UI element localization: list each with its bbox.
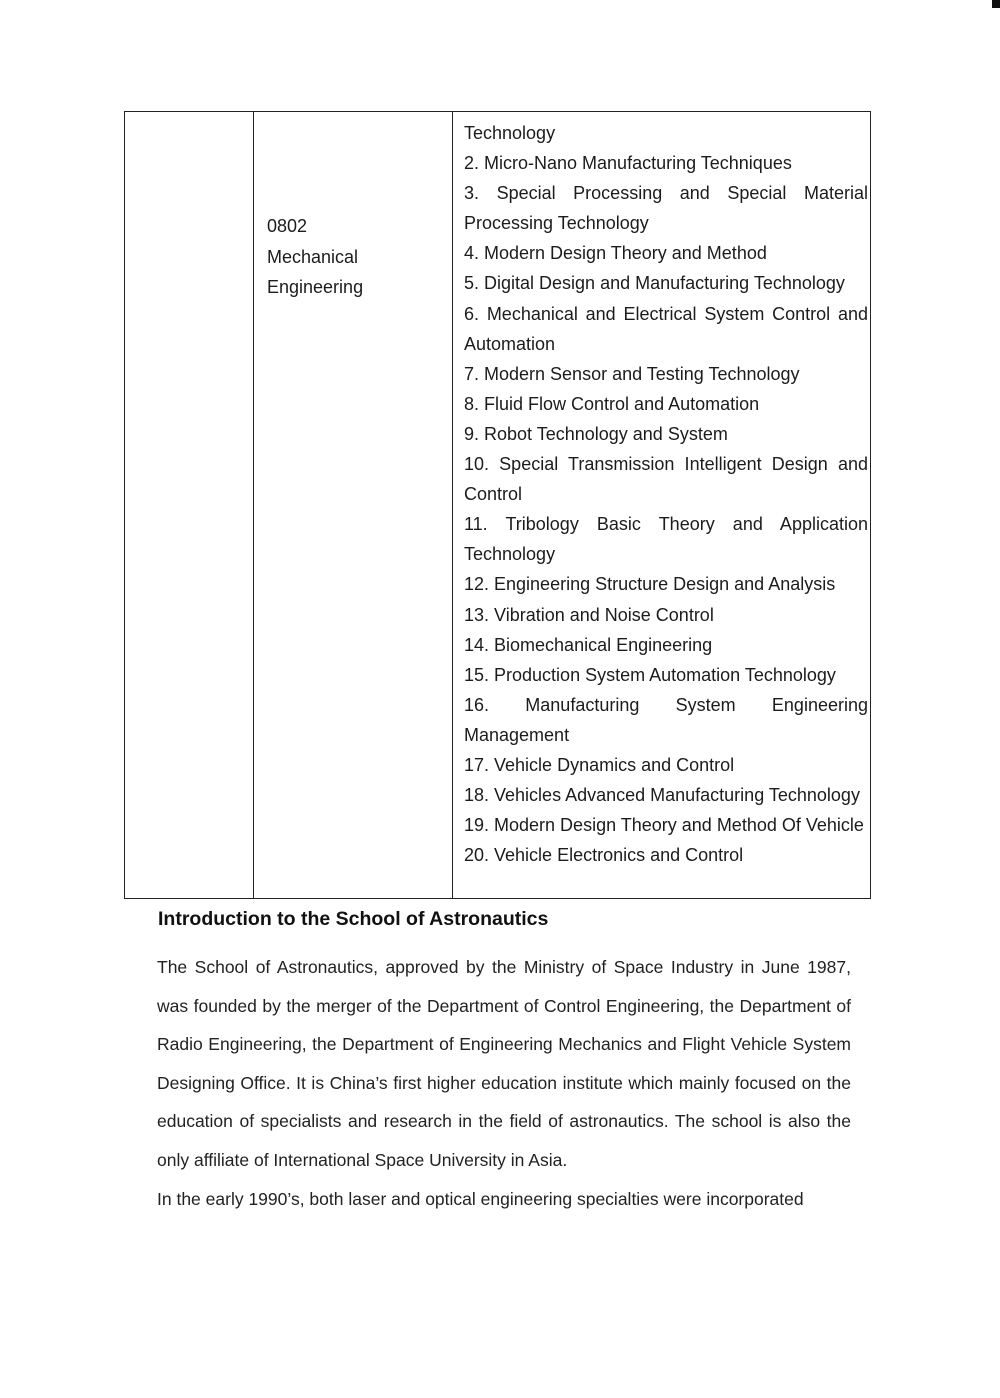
directions-list	[453, 112, 870, 870]
major-name-line2: Engineering	[267, 277, 364, 297]
direction-item: 5. Digital Design and Manufacturing Technology	[464, 273, 845, 294]
direction-item: 10. Special Transmission Intelligent Design and Control	[464, 454, 868, 505]
paragraph: In the early 1990’s, both laser and optical engineering specialties were incorporated	[157, 1188, 804, 1209]
major-code: 0802	[267, 216, 308, 236]
table-row	[125, 112, 871, 899]
major-name-line1: Mechanical	[267, 246, 359, 267]
direction-item: 19. Modern Design Theory and Method Of Vehicle	[464, 815, 864, 836]
direction-item: 18. Vehicles Advanced Manufacturing Technology	[464, 785, 860, 806]
direction-item: 15. Production System Automation Technology	[464, 664, 836, 685]
direction-item: 6. Mechanical and Electrical System Control and Automation	[464, 303, 868, 354]
section-body	[157, 948, 851, 1218]
program-table	[124, 111, 871, 899]
direction-item: Technology	[464, 123, 556, 143]
direction-item: 14. Biomechanical Engineering	[464, 634, 713, 655]
direction-item: 16. Manufacturing System Engineering Management	[464, 694, 868, 745]
direction-item: 9. Robot Technology and System	[464, 423, 728, 444]
direction-item: 4. Modern Design Theory and Method	[464, 243, 767, 264]
empty-cell	[125, 112, 254, 899]
direction-item: 7. Modern Sensor and Testing Technology	[464, 363, 800, 384]
direction-item: 3. Special Processing and Special Material Processing Technology	[464, 183, 868, 234]
section-heading: Introduction to the School of Astronautics	[158, 908, 549, 930]
direction-item: 11. Tribology Basic Theory and Application Technology	[464, 514, 868, 565]
directions-cell	[453, 112, 871, 899]
scan-corner-mark	[992, 0, 1000, 8]
direction-item: 20. Vehicle Electronics and Control	[464, 845, 744, 866]
direction-item: 17. Vehicle Dynamics and Control	[464, 754, 735, 775]
direction-item: 13. Vibration and Noise Control	[464, 604, 714, 625]
direction-item: 12. Engineering Structure Design and Analysis	[464, 574, 836, 595]
major-cell	[254, 112, 453, 899]
direction-item: 2. Micro-Nano Manufacturing Techniques	[464, 153, 792, 174]
direction-item: 8. Fluid Flow Control and Automation	[464, 393, 760, 414]
paragraph: The School of Astronautics, approved by the Ministry of Space Industry in June 1987, was founded by the merger of the Department of Control Engineering, the Department of Radio Engineering, the Department of Engineering Mechanics and Flight Vehicle System Designing Office. It is China’s first higher education institute which mainly focused on the education of specialists and research in the field of astronautics. The school is also the only affiliate of International Space University in Asia.	[157, 957, 851, 1170]
